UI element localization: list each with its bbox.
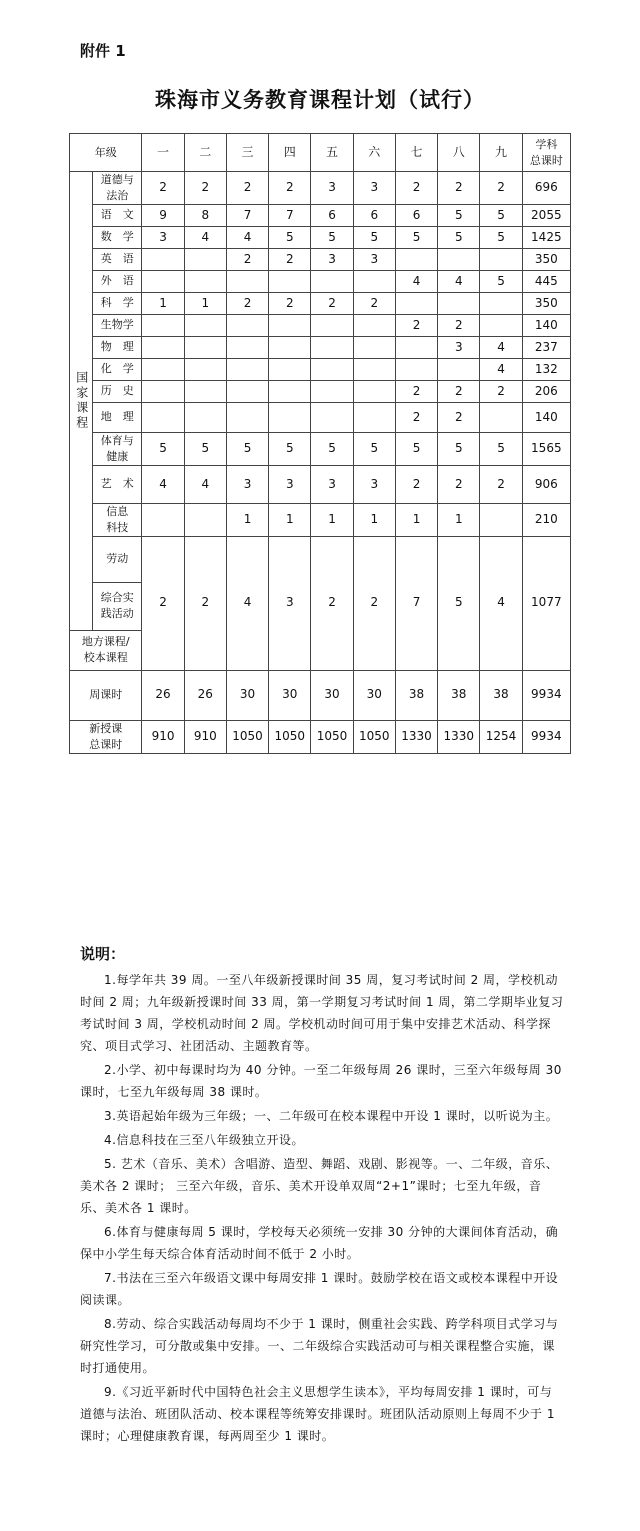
hours-cell: 1050	[226, 720, 268, 753]
hours-cell: 5	[353, 432, 395, 465]
hours-cell: 5	[438, 204, 480, 226]
hours-cell: 1330	[438, 720, 480, 753]
hours-cell: 1	[226, 503, 268, 536]
note-item: 2.小学、初中每课时均为 40 分钟。一至二年级每周 26 课时，三至六年级每周 30 课时，七至九年级每周 38 课时。	[80, 1063, 562, 1099]
hours-cell: 5	[311, 226, 353, 248]
hours-cell: 2	[395, 314, 437, 336]
table-row	[70, 172, 571, 205]
grade-column-header: 九	[480, 134, 522, 172]
table-row	[70, 270, 571, 292]
hours-cell	[311, 270, 353, 292]
subject-total-cell: 906	[522, 465, 570, 503]
grade-column-header: 六	[353, 134, 395, 172]
hours-cell: 2	[353, 536, 395, 670]
subject-name: 历 史	[93, 380, 142, 402]
hours-cell: 3	[353, 248, 395, 270]
hours-cell: 5	[438, 536, 480, 670]
hours-cell: 2	[269, 172, 311, 205]
hours-cell: 3	[269, 536, 311, 670]
hours-cell: 2	[142, 172, 184, 205]
grade-header: 年级	[70, 134, 142, 172]
hours-cell	[142, 402, 184, 432]
table-row	[70, 536, 571, 582]
table-row	[70, 314, 571, 336]
hours-cell	[353, 270, 395, 292]
grade-column-header: 二	[184, 134, 226, 172]
hours-cell: 910	[142, 720, 184, 753]
hours-cell: 4	[184, 226, 226, 248]
hours-cell	[269, 402, 311, 432]
hours-cell: 4	[480, 358, 522, 380]
hours-cell	[142, 314, 184, 336]
subject-name: 体育与 健康	[93, 432, 142, 465]
subject-total-cell: 140	[522, 402, 570, 432]
hours-cell: 5	[269, 432, 311, 465]
hours-cell: 30	[353, 670, 395, 720]
curriculum-table	[69, 133, 571, 754]
hours-cell: 2	[480, 172, 522, 205]
hours-cell: 6	[353, 204, 395, 226]
hours-cell	[353, 358, 395, 380]
subject-total-cell: 2055	[522, 204, 570, 226]
hours-cell	[395, 336, 437, 358]
subject-name: 劳动	[93, 536, 142, 582]
hours-cell	[480, 402, 522, 432]
hours-cell: 2	[142, 536, 184, 670]
hours-cell: 2	[438, 402, 480, 432]
hours-cell: 2	[395, 402, 437, 432]
hours-cell: 1	[184, 292, 226, 314]
hours-cell	[311, 336, 353, 358]
subject-name: 化 学	[93, 358, 142, 380]
notes-section	[80, 943, 564, 1449]
subject-total-cell: 1565	[522, 432, 570, 465]
hours-cell: 4	[142, 465, 184, 503]
hours-cell: 30	[311, 670, 353, 720]
local-curriculum-label: 地方课程/ 校本课程	[70, 630, 142, 670]
hours-cell: 8	[184, 204, 226, 226]
notes-title: 说明：	[80, 945, 126, 963]
table-row	[70, 226, 571, 248]
subject-total-cell: 350	[522, 248, 570, 270]
subject-name: 地 理	[93, 402, 142, 432]
hours-cell: 2	[269, 292, 311, 314]
table-row	[70, 336, 571, 358]
hours-cell: 5	[480, 226, 522, 248]
hours-cell: 5	[438, 226, 480, 248]
hours-cell: 5	[184, 432, 226, 465]
hours-cell: 2	[311, 292, 353, 314]
hours-cell	[269, 336, 311, 358]
subject-total-cell: 132	[522, 358, 570, 380]
hours-cell	[184, 248, 226, 270]
grade-column-header: 四	[269, 134, 311, 172]
hours-cell: 1	[311, 503, 353, 536]
hours-cell	[480, 314, 522, 336]
subject-total-cell: 445	[522, 270, 570, 292]
hours-cell	[226, 270, 268, 292]
hours-cell: 2	[438, 380, 480, 402]
hours-cell	[184, 503, 226, 536]
hours-cell: 1050	[311, 720, 353, 753]
hours-cell	[184, 402, 226, 432]
hours-cell: 4	[438, 270, 480, 292]
subject-name: 道德与 法治	[93, 172, 142, 205]
hours-cell	[226, 358, 268, 380]
national-curriculum-text: 国家课程	[74, 370, 89, 431]
page-title: 珠海市义务教育课程计划（试行）	[155, 88, 485, 112]
subject-name: 科 学	[93, 292, 142, 314]
hours-cell: 2	[226, 172, 268, 205]
subject-name: 外 语	[93, 270, 142, 292]
hours-cell: 4	[184, 465, 226, 503]
hours-cell: 5	[480, 270, 522, 292]
hours-cell	[395, 358, 437, 380]
grade-column-header: 五	[311, 134, 353, 172]
table-row	[70, 204, 571, 226]
hours-cell: 3	[438, 336, 480, 358]
hours-cell: 2	[353, 292, 395, 314]
hours-cell	[353, 314, 395, 336]
hours-cell	[311, 358, 353, 380]
hours-cell	[438, 248, 480, 270]
hours-cell	[480, 248, 522, 270]
hours-cell: 1050	[269, 720, 311, 753]
hours-cell	[269, 358, 311, 380]
hours-cell	[395, 248, 437, 270]
hours-cell: 2	[480, 380, 522, 402]
hours-cell	[226, 380, 268, 402]
hours-cell: 3	[353, 465, 395, 503]
new-lesson-hours-label: 新授课 总课时	[70, 720, 142, 753]
hours-cell: 1050	[353, 720, 395, 753]
hours-cell: 5	[480, 204, 522, 226]
grade-column-header: 八	[438, 134, 480, 172]
hours-cell	[226, 314, 268, 336]
subject-total-cell: 237	[522, 336, 570, 358]
hours-cell	[142, 336, 184, 358]
hours-cell: 2	[395, 380, 437, 402]
subject-total-cell: 1425	[522, 226, 570, 248]
hours-cell: 5	[226, 432, 268, 465]
hours-cell: 7	[226, 204, 268, 226]
hours-cell	[395, 292, 437, 314]
table-row	[70, 292, 571, 314]
hours-cell	[353, 380, 395, 402]
subject-total-cell: 206	[522, 380, 570, 402]
hours-cell: 3	[269, 465, 311, 503]
hours-cell: 5	[311, 432, 353, 465]
hours-cell	[438, 292, 480, 314]
hours-cell	[226, 402, 268, 432]
hours-cell: 4	[480, 536, 522, 670]
hours-cell	[269, 270, 311, 292]
hours-cell: 2	[395, 172, 437, 205]
hours-cell	[142, 270, 184, 292]
hours-cell: 3	[142, 226, 184, 248]
hours-cell: 7	[269, 204, 311, 226]
hours-cell	[311, 380, 353, 402]
hours-cell: 4	[226, 536, 268, 670]
notes-list	[80, 969, 564, 1447]
hours-cell: 26	[184, 670, 226, 720]
hours-cell: 30	[269, 670, 311, 720]
subject-name: 英 语	[93, 248, 142, 270]
table-row	[70, 465, 571, 503]
hours-cell: 2	[311, 536, 353, 670]
hours-cell: 2	[226, 292, 268, 314]
hours-cell	[353, 336, 395, 358]
hours-cell: 2	[438, 314, 480, 336]
note-item: 7.书法在三至六年级语文课中每周安排 1 课时。鼓励学校在语文或校本课程中开设阅读课。	[80, 1271, 559, 1307]
hours-cell: 38	[480, 670, 522, 720]
hours-cell	[269, 314, 311, 336]
subject-name: 信息 科技	[93, 503, 142, 536]
hours-cell: 1330	[395, 720, 437, 753]
national-curriculum-label	[70, 172, 93, 631]
hours-cell: 3	[311, 248, 353, 270]
grade-column-header: 一	[142, 134, 184, 172]
table-row	[70, 503, 571, 536]
note-item: 1.每学年共 39 周。一至八年级新授课时间 35 周，复习考试时间 2 周，学校机动时间 2 周；九年级新授课时间 33 周，第一学期复习考试时间 1 周，第二学期毕业复习考试时间 3 周，学校机动时间 2 周。学校机动时间可用于集中安排艺术活动、科学探究、项目式学习、社团活动、主题教育等。	[80, 973, 564, 1053]
hours-cell: 4	[226, 226, 268, 248]
hours-cell: 910	[184, 720, 226, 753]
subject-total-cell: 210	[522, 503, 570, 536]
hours-cell	[184, 358, 226, 380]
grade-column-header: 三	[226, 134, 268, 172]
hours-cell: 4	[480, 336, 522, 358]
hours-cell	[311, 402, 353, 432]
table-row	[70, 358, 571, 380]
note-item: 3.英语起始年级为三年级；一、二年级可在校本课程中开设 1 课时，以听说为主。	[104, 1109, 559, 1123]
table-row	[70, 670, 571, 720]
total-hours-header: 学科 总课时	[522, 134, 570, 172]
hours-cell: 3	[311, 465, 353, 503]
hours-cell: 5	[142, 432, 184, 465]
hours-cell: 5	[438, 432, 480, 465]
hours-cell: 1	[438, 503, 480, 536]
hours-cell: 30	[226, 670, 268, 720]
hours-cell: 9	[142, 204, 184, 226]
table-row	[70, 432, 571, 465]
weekly-hours-label: 周课时	[70, 670, 142, 720]
hours-cell: 2	[480, 465, 522, 503]
hours-cell: 4	[395, 270, 437, 292]
table-row	[70, 402, 571, 432]
hours-cell: 3	[226, 465, 268, 503]
hours-cell: 38	[395, 670, 437, 720]
hours-cell	[142, 358, 184, 380]
attachment-label: 附件 1	[80, 42, 126, 60]
hours-cell	[142, 248, 184, 270]
table-row	[70, 248, 571, 270]
subject-total-cell: 140	[522, 314, 570, 336]
subject-name: 语 文	[93, 204, 142, 226]
hours-cell: 5	[269, 226, 311, 248]
hours-cell: 26	[142, 670, 184, 720]
hours-cell: 3	[311, 172, 353, 205]
new-lesson-total-cell: 9934	[522, 720, 570, 753]
hours-cell: 1	[353, 503, 395, 536]
subject-total-cell: 696	[522, 172, 570, 205]
hours-cell	[184, 336, 226, 358]
hours-cell	[226, 336, 268, 358]
hours-cell: 5	[395, 432, 437, 465]
hours-cell: 2	[184, 536, 226, 670]
hours-cell: 38	[438, 670, 480, 720]
subject-name: 数 学	[93, 226, 142, 248]
hours-cell: 5	[353, 226, 395, 248]
hours-cell	[142, 503, 184, 536]
subject-name: 艺 术	[93, 465, 142, 503]
hours-cell	[311, 314, 353, 336]
weekly-total-cell: 9934	[522, 670, 570, 720]
note-item: 8.劳动、综合实践活动每周均不少于 1 课时，侧重社会实践、跨学科项目式学习与研究性学习，可分散或集中安排。一、二年级综合实践活动可与相关课程整合实施，课时打通使用。	[80, 1317, 559, 1375]
note-item: 4.信息科技在三至八年级独立开设。	[104, 1133, 304, 1147]
note-item: 6.体育与健康每周 5 课时，学校每天必须统一安排 30 分钟的大课间体育活动，确保中小学生每天综合体育活动时间不低于 2 小时。	[80, 1225, 559, 1261]
subject-name: 生物学	[93, 314, 142, 336]
subject-name: 物 理	[93, 336, 142, 358]
hours-cell: 6	[311, 204, 353, 226]
hours-cell: 1	[395, 503, 437, 536]
hours-cell: 2	[184, 172, 226, 205]
hours-cell: 1	[142, 292, 184, 314]
hours-cell	[438, 358, 480, 380]
hours-cell: 5	[395, 226, 437, 248]
subject-name: 综合实 践活动	[93, 582, 142, 630]
hours-cell	[184, 314, 226, 336]
hours-cell: 2	[395, 465, 437, 503]
hours-cell: 6	[395, 204, 437, 226]
hours-cell	[353, 402, 395, 432]
table-row	[70, 720, 571, 753]
hours-cell: 7	[395, 536, 437, 670]
hours-cell: 2	[438, 465, 480, 503]
note-item: 5. 艺术（音乐、美术）含唱游、造型、舞蹈、戏剧、影视等。一、二年级，音乐、美术各 2 课时； 三至六年级，音乐、美术开设单双周“2+1”课时；七至九年级，音乐、美术各 1 课时。	[80, 1157, 559, 1215]
table-row	[70, 134, 571, 172]
hours-cell	[142, 380, 184, 402]
hours-cell: 2	[438, 172, 480, 205]
note-item: 9.《习近平新时代中国特色社会主义思想学生读本》，平均每周安排 1 课时，可与道德与法治、班团队活动、校本课程等统筹安排课时。班团队活动原则上每周不少于 1 课时；心理健康教育课，每两周至少 1 课时。	[80, 1385, 555, 1443]
hours-cell	[480, 292, 522, 314]
subject-total-cell: 1077	[522, 536, 570, 670]
hours-cell: 5	[480, 432, 522, 465]
subject-total-cell: 350	[522, 292, 570, 314]
hours-cell	[269, 380, 311, 402]
hours-cell: 3	[353, 172, 395, 205]
hours-cell	[480, 503, 522, 536]
hours-cell: 2	[269, 248, 311, 270]
grade-column-header: 七	[395, 134, 437, 172]
hours-cell	[184, 270, 226, 292]
hours-cell: 1	[269, 503, 311, 536]
hours-cell	[184, 380, 226, 402]
table-row	[70, 380, 571, 402]
hours-cell: 1254	[480, 720, 522, 753]
hours-cell: 2	[226, 248, 268, 270]
